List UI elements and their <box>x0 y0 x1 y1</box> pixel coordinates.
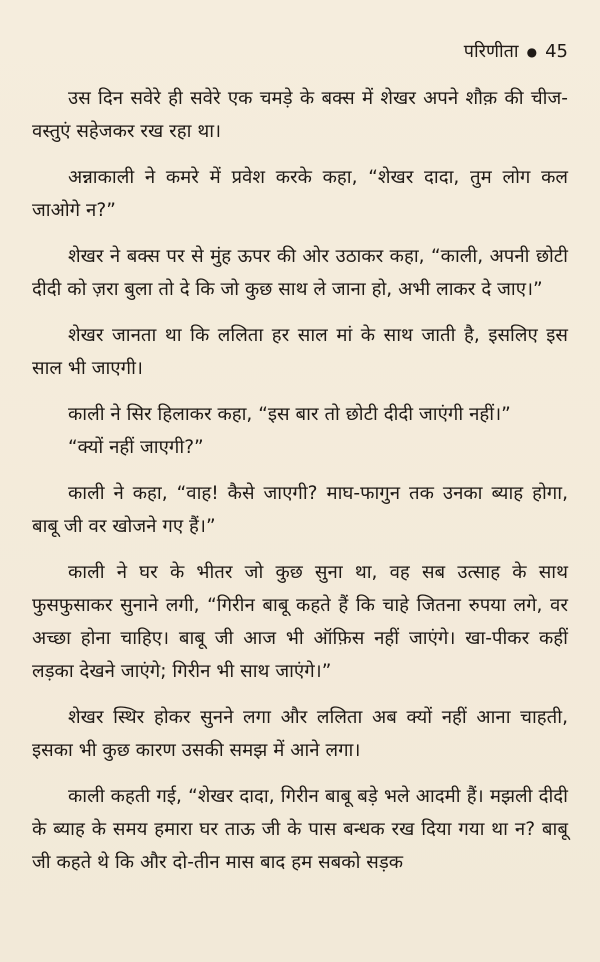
book-title: परिणीता <box>463 41 519 62</box>
paragraph: काली ने कहा, “वाह! कैसे जाएगी? माघ-फागुन तक उनका ब्याह होगा, बाबू जी वर खोजने गए हैं।” <box>32 483 568 537</box>
paragraph: अन्नाकाली ने कमरे में प्रवेश करके कहा, “शेखर दादा, तुम लोग कल जाओगे न?” <box>32 167 568 221</box>
paragraph: “क्यों नहीं जाएगी?” <box>68 437 204 458</box>
paragraph: उस दिन सवेरे ही सवेरे एक चमड़े के बक्स में शेखर अपने शौक़ की चीज-वस्तुएं सहेजकर रख रहा था। <box>32 88 568 142</box>
paragraph: शेखर स्थिर होकर सुनने लगा और ललिता अब क्यों नहीं आना चाहती, इसका भी कुछ कारण उसकी समझ में आने लगा। <box>32 707 568 761</box>
paragraph: काली ने सिर हिलाकर कहा, “इस बार तो छोटी दीदी जाएंगी नहीं।” <box>68 404 511 425</box>
paragraph: शेखर जानता था कि ललिता हर साल मां के साथ जाती है, इसलिए इस साल भी जाएगी। <box>32 325 568 379</box>
running-header <box>464 40 568 64</box>
paragraph: शेखर ने बक्स पर से मुंह ऊपर की ओर उठाकर कहा, “काली, अपनी छोटी दीदी को ज़रा बुला तो दे कि जो कुछ साथ ले जाना हो, अभी लाकर दे जाए।” <box>32 246 568 300</box>
page-number: 45 <box>545 41 568 62</box>
paragraph: काली कहती गई, “शेखर दादा, गिरीन बाबू बड़े भले आदमी हैं। मझली दीदी के ब्याह के समय हमारा घर ताऊ जी के पास बन्धक रख दिया गया था न? बाबू जी कहते थे कि और दो-तीन मास बाद हम सबको सड़क <box>32 786 568 873</box>
bullet-icon: ● <box>526 45 538 59</box>
body-text <box>32 82 568 892</box>
paragraph: काली ने घर के भीतर जो कुछ सुना था, वह सब उत्साह के साथ फुसफुसाकर सुनाने लगी, “गिरीन बाबू कहते हैं कि चाहे जितना रुपया लगे, वर अच्छा होना चाहिए। बाबू जी आज भी ऑफ़िस नहीं जाएंगे। खा-पीकर कहीं लड़का देखने जाएंगे; गिरीन भी साथ जाएंगे।” <box>32 562 568 682</box>
